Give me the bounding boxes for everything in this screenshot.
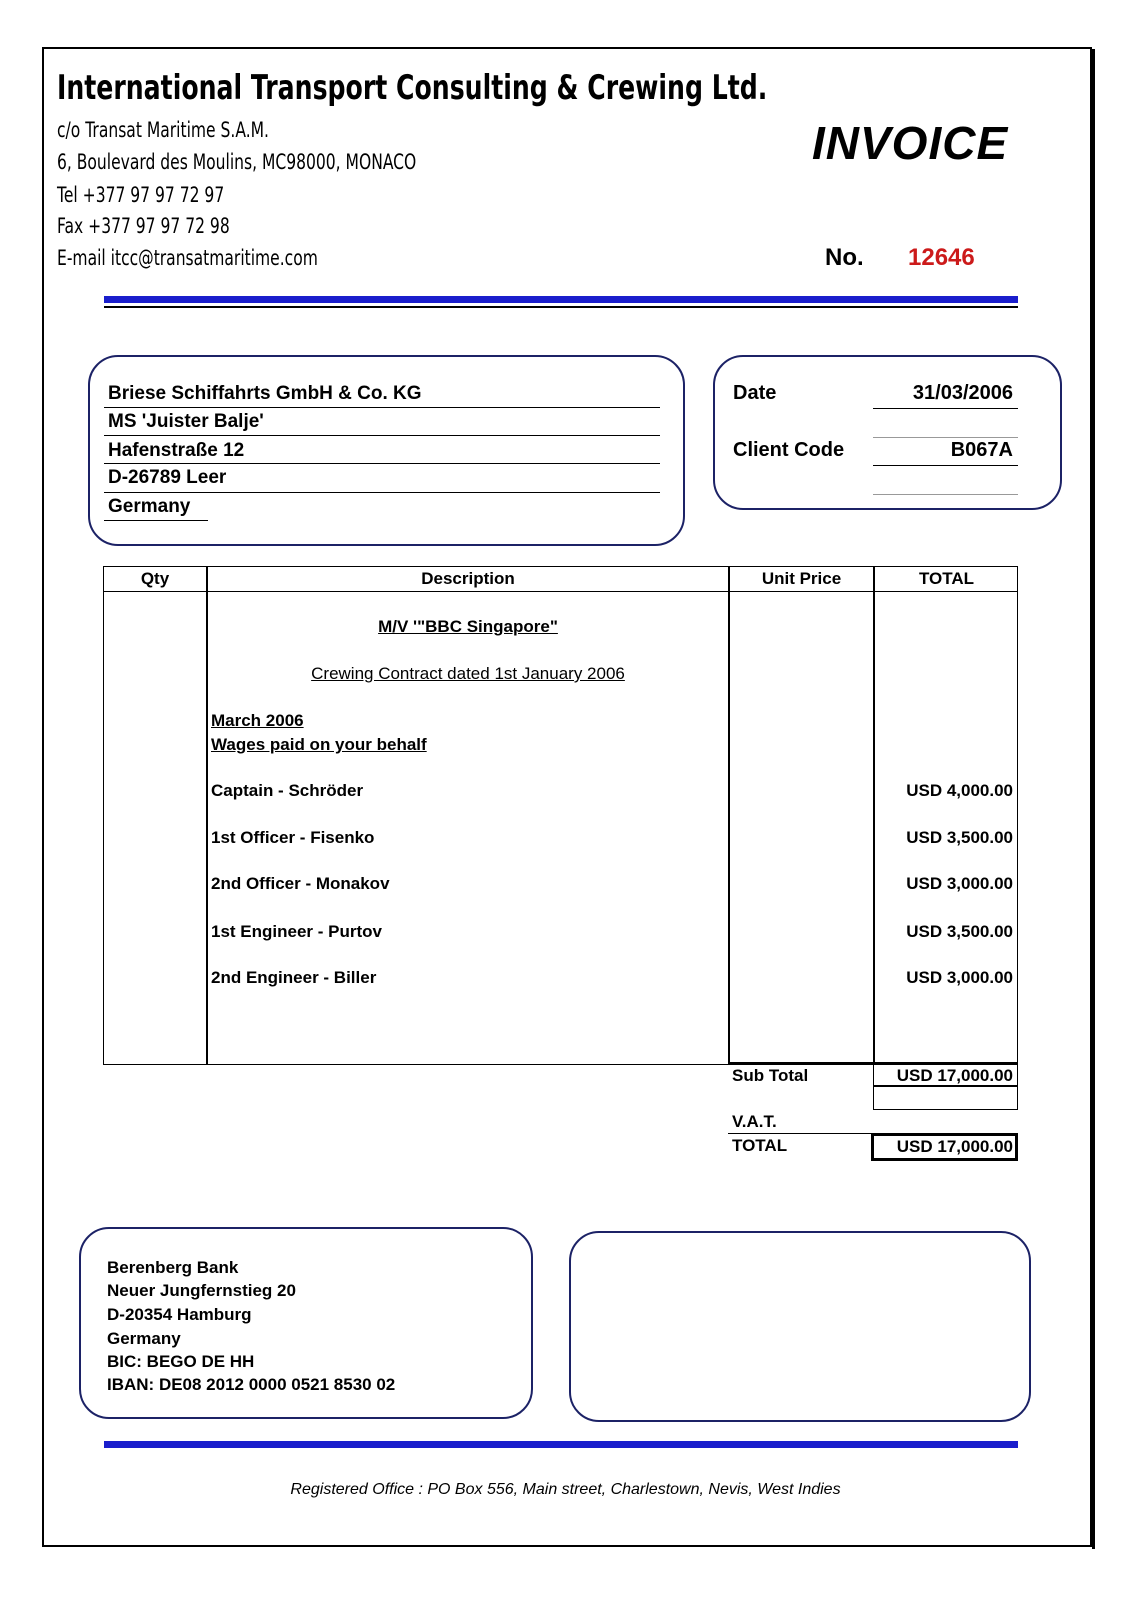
line-item-description: 1st Officer - Fisenko bbox=[211, 828, 375, 847]
bank-bic: BIC: BEGO DE HH bbox=[107, 1352, 255, 1371]
date-label: Date bbox=[733, 382, 777, 404]
vat-label: V.A.T. bbox=[732, 1112, 777, 1131]
table-column-divider bbox=[206, 566, 208, 1065]
company-phone: Tel +377 97 97 72 97 bbox=[57, 183, 225, 207]
company-fax: Fax +377 97 97 72 98 bbox=[57, 214, 230, 238]
line-item-description: 2nd Officer - Monakov bbox=[211, 874, 390, 893]
client-code: B067A bbox=[950, 439, 1013, 461]
vessel-name: M/V '"BBC Singapore" bbox=[378, 617, 558, 636]
notes-box bbox=[569, 1231, 1031, 1422]
column-header-unit-price: Unit Price bbox=[761, 569, 842, 588]
company-address-line: c/o Transat Maritime S.A.M. bbox=[57, 118, 269, 142]
table-column-divider bbox=[873, 566, 875, 1065]
subtotal-value: USD 17,000.00 bbox=[896, 1066, 1013, 1085]
line-item-total: USD 3,500.00 bbox=[906, 922, 1013, 941]
client-divider bbox=[104, 435, 660, 436]
table-header-rule bbox=[103, 591, 1018, 592]
invoice-number: 12646 bbox=[908, 244, 975, 271]
header-blue-rule bbox=[104, 296, 1018, 303]
bank-city: D-20354 Hamburg bbox=[107, 1305, 252, 1324]
invoice-date: 31/03/2006 bbox=[912, 382, 1013, 404]
client-country: Germany bbox=[108, 496, 191, 517]
line-item-description: 1st Engineer - Purtov bbox=[211, 922, 382, 941]
company-name: International Transport Consulting & Crewing Ltd. bbox=[57, 68, 768, 108]
vat-cell bbox=[873, 1086, 1018, 1110]
company-email: E-mail itcc@transatmaritime.com bbox=[57, 246, 318, 270]
registered-office: Registered Office : PO Box 556, Main street, Charlestown, Nevis, West Indies bbox=[290, 1481, 841, 1498]
line-item-total: USD 4,000.00 bbox=[906, 781, 1013, 800]
contract-reference: Crewing Contract dated 1st January 2006 bbox=[311, 664, 625, 683]
subtotal-label: Sub Total bbox=[732, 1066, 809, 1085]
meta-divider bbox=[873, 437, 1018, 438]
invoice-meta-box bbox=[713, 355, 1062, 510]
line-item-description: 2nd Engineer - Biller bbox=[211, 968, 377, 987]
column-header-total: TOTAL bbox=[918, 569, 975, 588]
client-divider bbox=[104, 520, 208, 521]
bank-street: Neuer Jungfernstieg 20 bbox=[107, 1281, 296, 1300]
line-item-total: USD 3,000.00 bbox=[906, 968, 1013, 987]
column-header-description: Description bbox=[421, 569, 515, 588]
client-divider bbox=[104, 463, 660, 464]
bank-iban: IBAN: DE08 2012 0000 0521 8530 02 bbox=[107, 1375, 396, 1394]
line-item-description: Captain - Schröder bbox=[211, 781, 364, 800]
client-vessel: MS 'Juister Balje' bbox=[108, 411, 264, 432]
bank-country: Germany bbox=[107, 1329, 181, 1348]
company-address-line: 6, Boulevard des Moulins, MC98000, MONACO bbox=[57, 150, 417, 174]
total-label: TOTAL bbox=[732, 1136, 788, 1155]
bank-name: Berenberg Bank bbox=[107, 1258, 239, 1277]
billing-period-note: Wages paid on your behalf bbox=[211, 735, 427, 754]
invoice-title: INVOICE bbox=[812, 117, 1009, 169]
items-table bbox=[103, 566, 1018, 1065]
line-item-total: USD 3,500.00 bbox=[906, 828, 1013, 847]
total-rule bbox=[728, 1133, 873, 1134]
meta-divider bbox=[873, 494, 1018, 495]
total-value: USD 17,000.00 bbox=[896, 1137, 1013, 1156]
billing-period: March 2006 bbox=[211, 711, 304, 730]
client-city: D-26789 Leer bbox=[108, 467, 227, 488]
table-column-divider bbox=[728, 566, 730, 1065]
client-name: Briese Schiffahrts GmbH & Co. KG bbox=[108, 383, 422, 404]
column-header-qty: Qty bbox=[140, 569, 170, 588]
date-underline bbox=[873, 408, 1018, 409]
header-thin-rule bbox=[104, 306, 1018, 308]
client-code-underline bbox=[873, 465, 1018, 466]
line-item-total: USD 3,000.00 bbox=[906, 874, 1013, 893]
invoice-number-label: No. bbox=[825, 244, 864, 271]
client-divider bbox=[104, 407, 660, 408]
client-street: Hafenstraße 12 bbox=[108, 440, 245, 461]
footer-blue-rule bbox=[104, 1441, 1018, 1448]
client-divider bbox=[104, 492, 660, 493]
client-code-label: Client Code bbox=[733, 439, 845, 461]
page-frame-shadow bbox=[1092, 49, 1095, 1549]
